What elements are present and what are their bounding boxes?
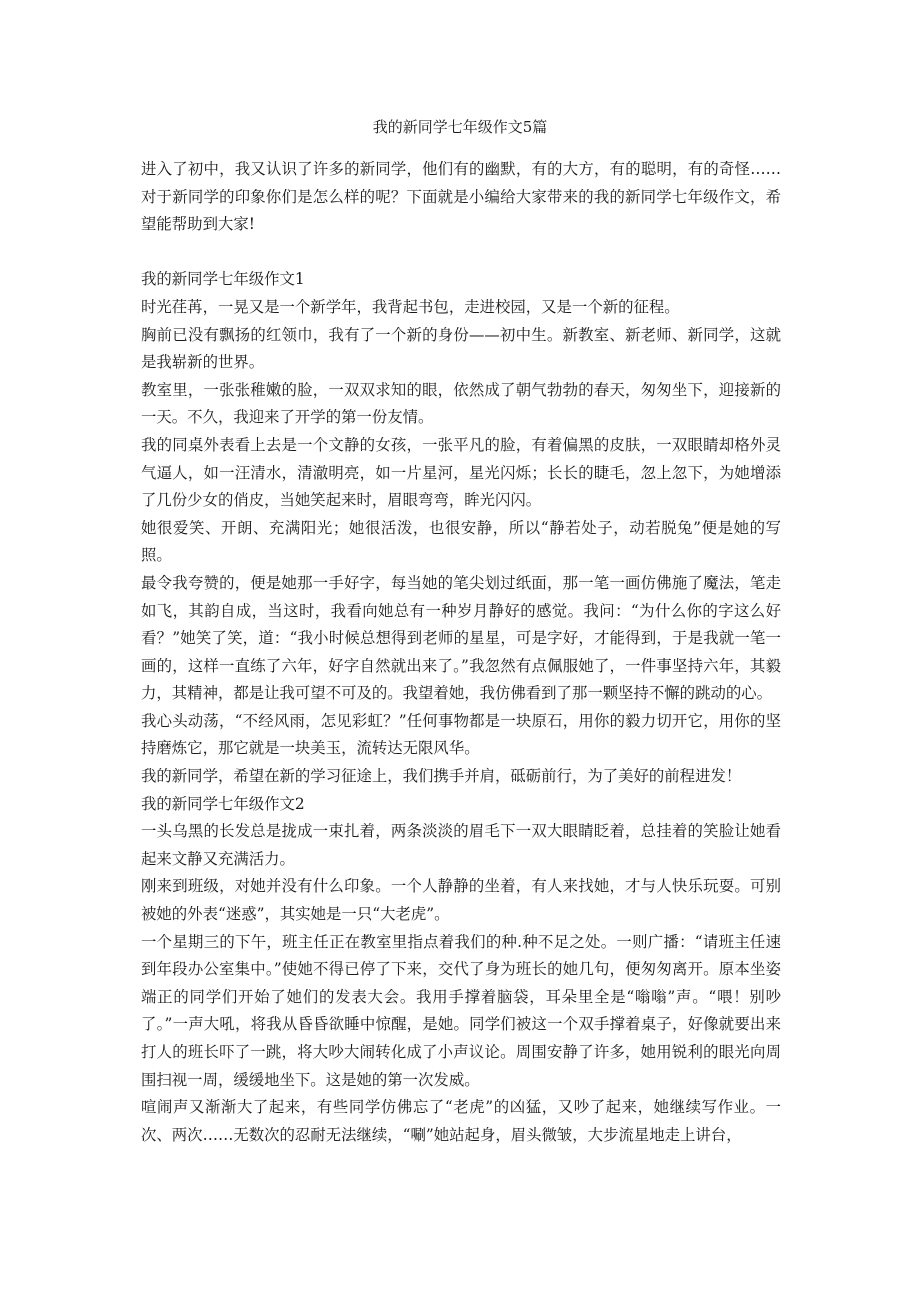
intro-paragraph: 进入了初中，我又认识了许多的新同学，他们有的幽默，有的大方，有的聪明，有的奇怪……对于新同学的印象你们是怎么样的呢？下面就是小编给大家带来的我的新同学七年级作文，希望能帮助到大家! <box>141 160 781 234</box>
essay2-paragraph: 喧闹声又渐渐大了起来，有些同学仿佛忘了“老虎”的凶猛，又吵了起来，她继续写作业。一次、两次……无数次的忍耐无法继续，“唰”她站起身，眉头微皱，大步流星地走上讲台， <box>141 1098 781 1144</box>
essay1-paragraph: 教室里，一张张稚嫩的脸，一双双求知的眼，依然成了朝气勃勃的春天，匆匆坐下，迎接新的一天。不久，我迎来了开学的第一份友情。 <box>141 380 781 427</box>
essay2-paragraph: 一头乌黑的长发总是拢成一束扎着，两条淡淡的眉毛下一双大眼睛眨着，总挂着的笑脸让她看起来文静又充满活力。 <box>141 822 781 868</box>
document-body <box>141 156 781 1149</box>
essay1-paragraph: 胸前已没有飘扬的红领巾，我有了一个新的身份——初中生。新教室、新老师、新同学，这就是我崭新的世界。 <box>141 325 781 372</box>
essay1-paragraph: 我心头动荡，“不经风雨，怎见彩虹？”任何事物都是一块原石，用你的毅力切开它，用你的坚持磨炼它，那它就是一块美玉，流转达无限风华。 <box>141 711 781 758</box>
document-title: 我的新同学七年级作文5篇 <box>372 118 548 136</box>
paragraph-spacer <box>141 239 781 267</box>
essay2-heading: 我的新同学七年级作文2 <box>141 794 305 813</box>
essay2-paragraph: 刚来到班级，对她并没有什么印象。一个人静静的坐着，有人来找她，才与人快乐玩耍。可别被她的外表“迷惑”，其实她是一只“大老虎”。 <box>141 877 781 924</box>
essay1-paragraph: 她很爱笑、开朗、充满阳光；她很活泼，也很安静，所以“静若处子，动若脱兔”便是她的写照。 <box>141 518 781 565</box>
essay1-heading: 我的新同学七年级作文1 <box>141 270 305 289</box>
essay1-paragraph: 最令我夸赞的，便是她那一手好字，每当她的笔尖划过纸面，那一笔一画仿佛施了魔法，笔走如飞，其韵自成，当这时，我看向她总有一种岁月静好的感觉。我问：“为什么你的字这么好看？”她笑了笑，道：“我小时候总想得到老师的星星，可是字好，才能得到，于是我就一笔一画的，这样一直练了六年，好字自然就出来了。”我忽然有点佩服她了，一件事坚持六年，其毅力，其精神，都是让我可望不可及的。我望着她，我仿佛看到了那一颗坚持不懈的跳动的心。 <box>141 573 781 703</box>
essay1-paragraph: 我的同桌外表看上去是一个文静的女孩，一张平凡的脸，有着偏黑的皮肤，一双眼睛却格外灵气逼人，如一汪清水，清澈明亮，如一片星河，星光闪烁；长长的睫毛，忽上忽下，为她增添了几份少女的俏皮，当她笑起来时，眉眼弯弯，眸光闪闪。 <box>141 435 781 510</box>
essay1-paragraph: 我的新同学，希望在新的学习征途上，我们携手并肩，砥砺前行，为了美好的前程进发！ <box>141 767 742 786</box>
essay2-paragraph: 一个星期三的下午，班主任正在教室里指点着我们的种.种不足之处。一则广播：“请班主任速到年段办公室集中。”使她不得已停了下来，交代了身为班长的她几句，便匆匆离开。原本坐姿端正的同学们开始了她们的发表大会。我用手撑着脑袋，耳朵里全是“嗡嗡”声。“喂！别吵了。”一声大吼，将我从昏昏欲睡中惊醒，是她。同学们被这一个双手撑着桌子，好像就要出来打人的班长吓了一跳，将大吵大闹转化成了小声议论。周围安静了许多，她用锐利的眼光向周围扫视一周，缓缓地坐下。这是她的第一次发威。 <box>141 932 781 1089</box>
essay1-paragraph: 时光荏苒，一晃又是一个新学年，我背起书包，走进校园，又是一个新的征程。 <box>141 297 680 316</box>
